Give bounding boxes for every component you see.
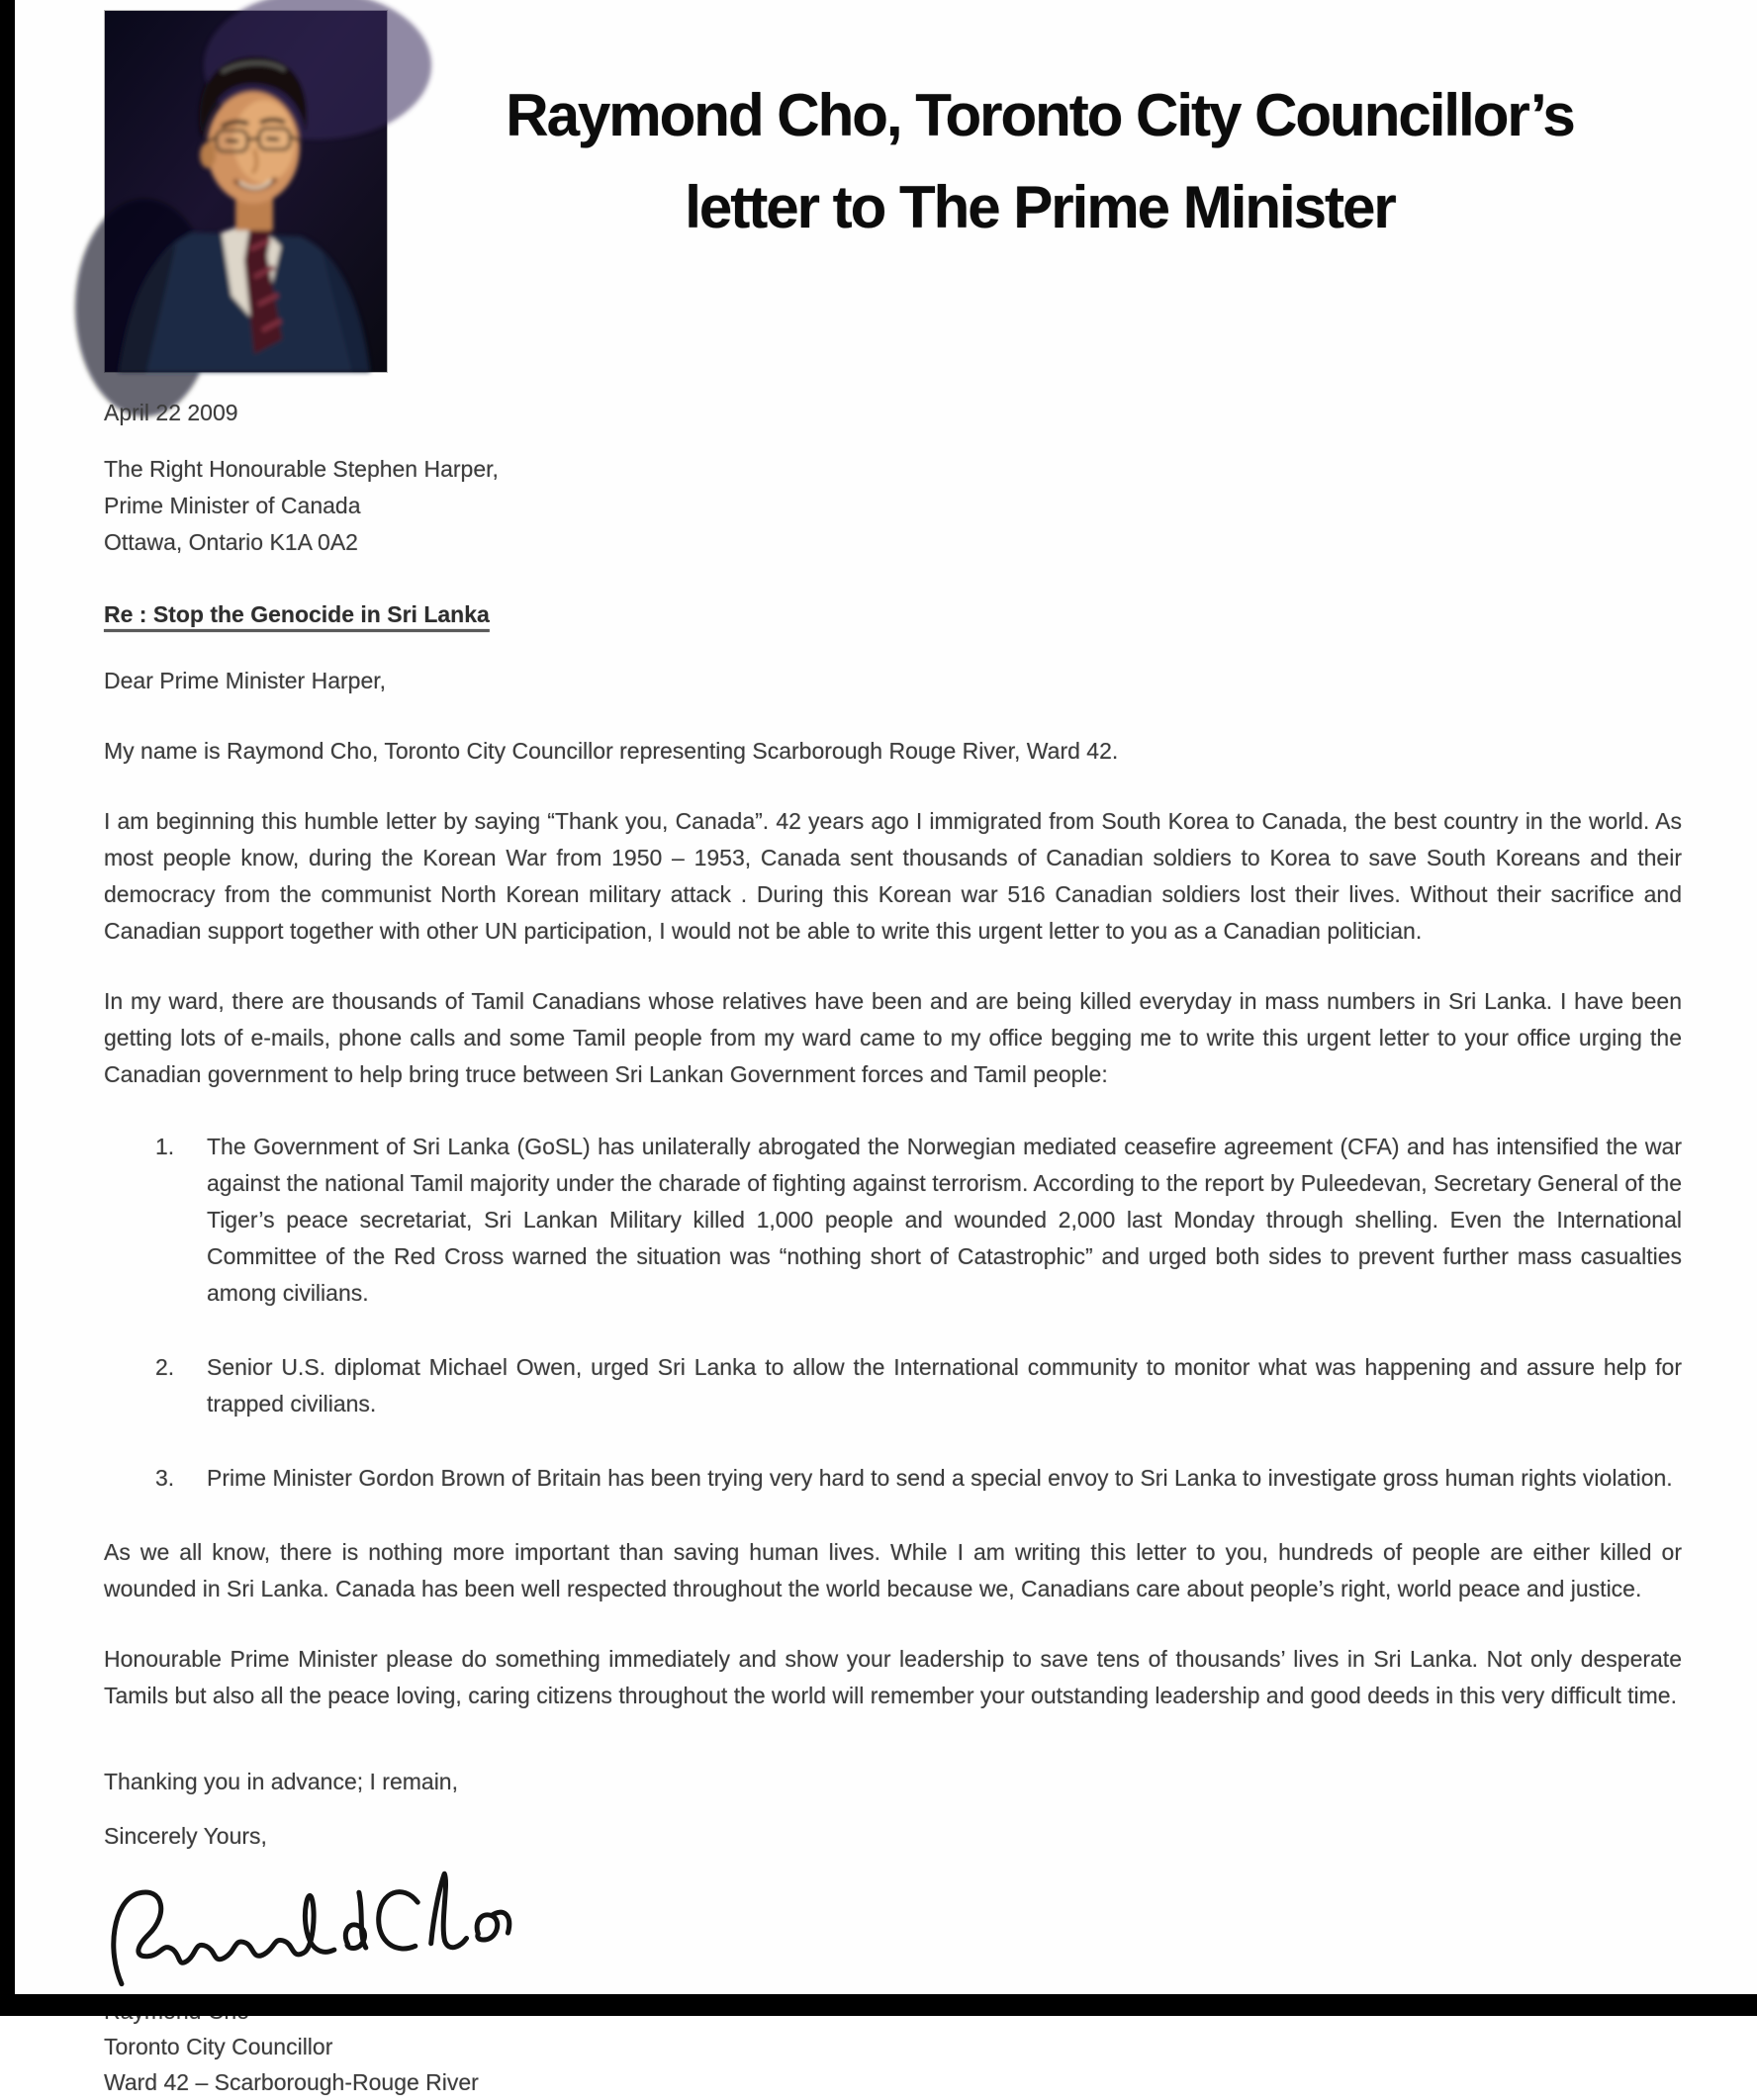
list-item-number: 2.	[155, 1354, 175, 1380]
paragraph-human-lives: As we all know, there is nothing more important than saving human lives. While I am writing this letter to you, hundreds of people are either killed or wounded in Sri Lanka. Canada has been well respected throughout the world because we, Canadians care about people’s right, world peace and justice.	[104, 1539, 1682, 1601]
list-item-text: Senior U.S. diplomat Michael Owen, urged Sri Lanka to allow the International community to monitor what was happening and assure help for trapped civilians.	[207, 1354, 1682, 1416]
list-item-text: Prime Minister Gordon Brown of Britain has been trying very hard to send a special envoy to Sri Lanka to investigate gross human rights violation.	[207, 1465, 1673, 1491]
list-item-number: 1.	[155, 1134, 175, 1159]
portrait-photo-image	[105, 11, 387, 372]
recipient-address	[104, 451, 1682, 561]
list-item-number: 3.	[155, 1465, 175, 1491]
closing-salute: Sincerely Yours,	[104, 1823, 267, 1849]
subject-line: Re : Stop the Genocide in Sri Lanka	[104, 601, 490, 627]
list-item	[104, 1349, 1682, 1422]
paragraph-intro: My name is Raymond Cho, Toronto City Councillor representing Scarborough Rouge River, Ward 42.	[104, 738, 1119, 764]
closing-line: Thanking you in advance; I remain,	[104, 1769, 458, 1794]
page-title	[388, 0, 1682, 253]
signer-title: Toronto City Councillor	[104, 2034, 333, 2059]
recipient-city: Ottawa, Ontario K1A 0A2	[104, 529, 358, 555]
recipient-title: Prime Minister of Canada	[104, 493, 361, 518]
page-border-left	[0, 0, 15, 2016]
paragraph-ward: In my ward, there are thousands of Tamil Canadians whose relatives have been and are being killed everyday in mass numbers in Sri Lanka. I have been getting lots of e-mails, phone calls and some Tamil people from my ward came to my office begging me to write this urgent letter to your office urging the Canadian government to help bring truce between Sri Lankan Government forces and Tamil people:	[104, 988, 1682, 1087]
signer-ward: Ward 42 – Scarborough-Rouge River	[104, 2069, 479, 2095]
numbered-list	[104, 1129, 1682, 1497]
portrait-photo	[104, 10, 388, 373]
page-border-bottom	[0, 1994, 1757, 2016]
salutation: Dear Prime Minister Harper,	[104, 668, 387, 693]
letter-header	[104, 0, 1682, 373]
list-item	[104, 1460, 1682, 1497]
letter-content	[104, 0, 1682, 2100]
page-title-line-2: letter to The Prime Minister	[685, 174, 1395, 240]
recipient-name: The Right Honourable Stephen Harper,	[104, 456, 499, 482]
list-item	[104, 1129, 1682, 1312]
paragraph-korea: I am beginning this humble letter by saying “Thank you, Canada”. 42 years ago I immigrated from South Korea to Canada, the best country in the world. As most people know, during the Korean War from 1950 – 1953, Canada sent thousands of Canadian soldiers to Korea to save South Koreans and their democracy from the communist North Korean military attack . During this Korean war 516 Canadian soldiers lost their lives. Without their sacrifice and Canadian support together with other UN participation, I would not be able to write this urgent letter to you as a Canadian politician.	[104, 808, 1682, 944]
paragraph-appeal: Honourable Prime Minister please do something immediately and show your leadership to save tens of thousands’ lives in Sri Lanka. Not only desperate Tamils but also all the peace loving, caring citizens throughout the world will remember your outstanding leadership and good deeds in this very difficult time.	[104, 1646, 1682, 1708]
handwritten-signature-image	[90, 1853, 529, 1998]
signature-script	[92, 1861, 527, 1991]
list-item-text: The Government of Sri Lanka (GoSL) has unilaterally abrogated the Norwegian mediated ceasefire agreement (CFA) and has intensified the war against the national Tamil majority under the charade of fighting against terrorism. According to the report by Puleedevan, Secretary General of the Tiger’s peace secretariat, Sri Lankan Military killed 1,000 people and wounded 2,000 last Monday through shelling. Even the International Committee of the Red Cross warned the situation was “nothing short of Catastrophic” and urged both sides to prevent further mass casualties among civilians.	[207, 1134, 1682, 1306]
page-title-line-1: Raymond Cho, Toronto City Councillor’s	[506, 82, 1574, 148]
letter-date: April 22 2009	[104, 400, 238, 425]
